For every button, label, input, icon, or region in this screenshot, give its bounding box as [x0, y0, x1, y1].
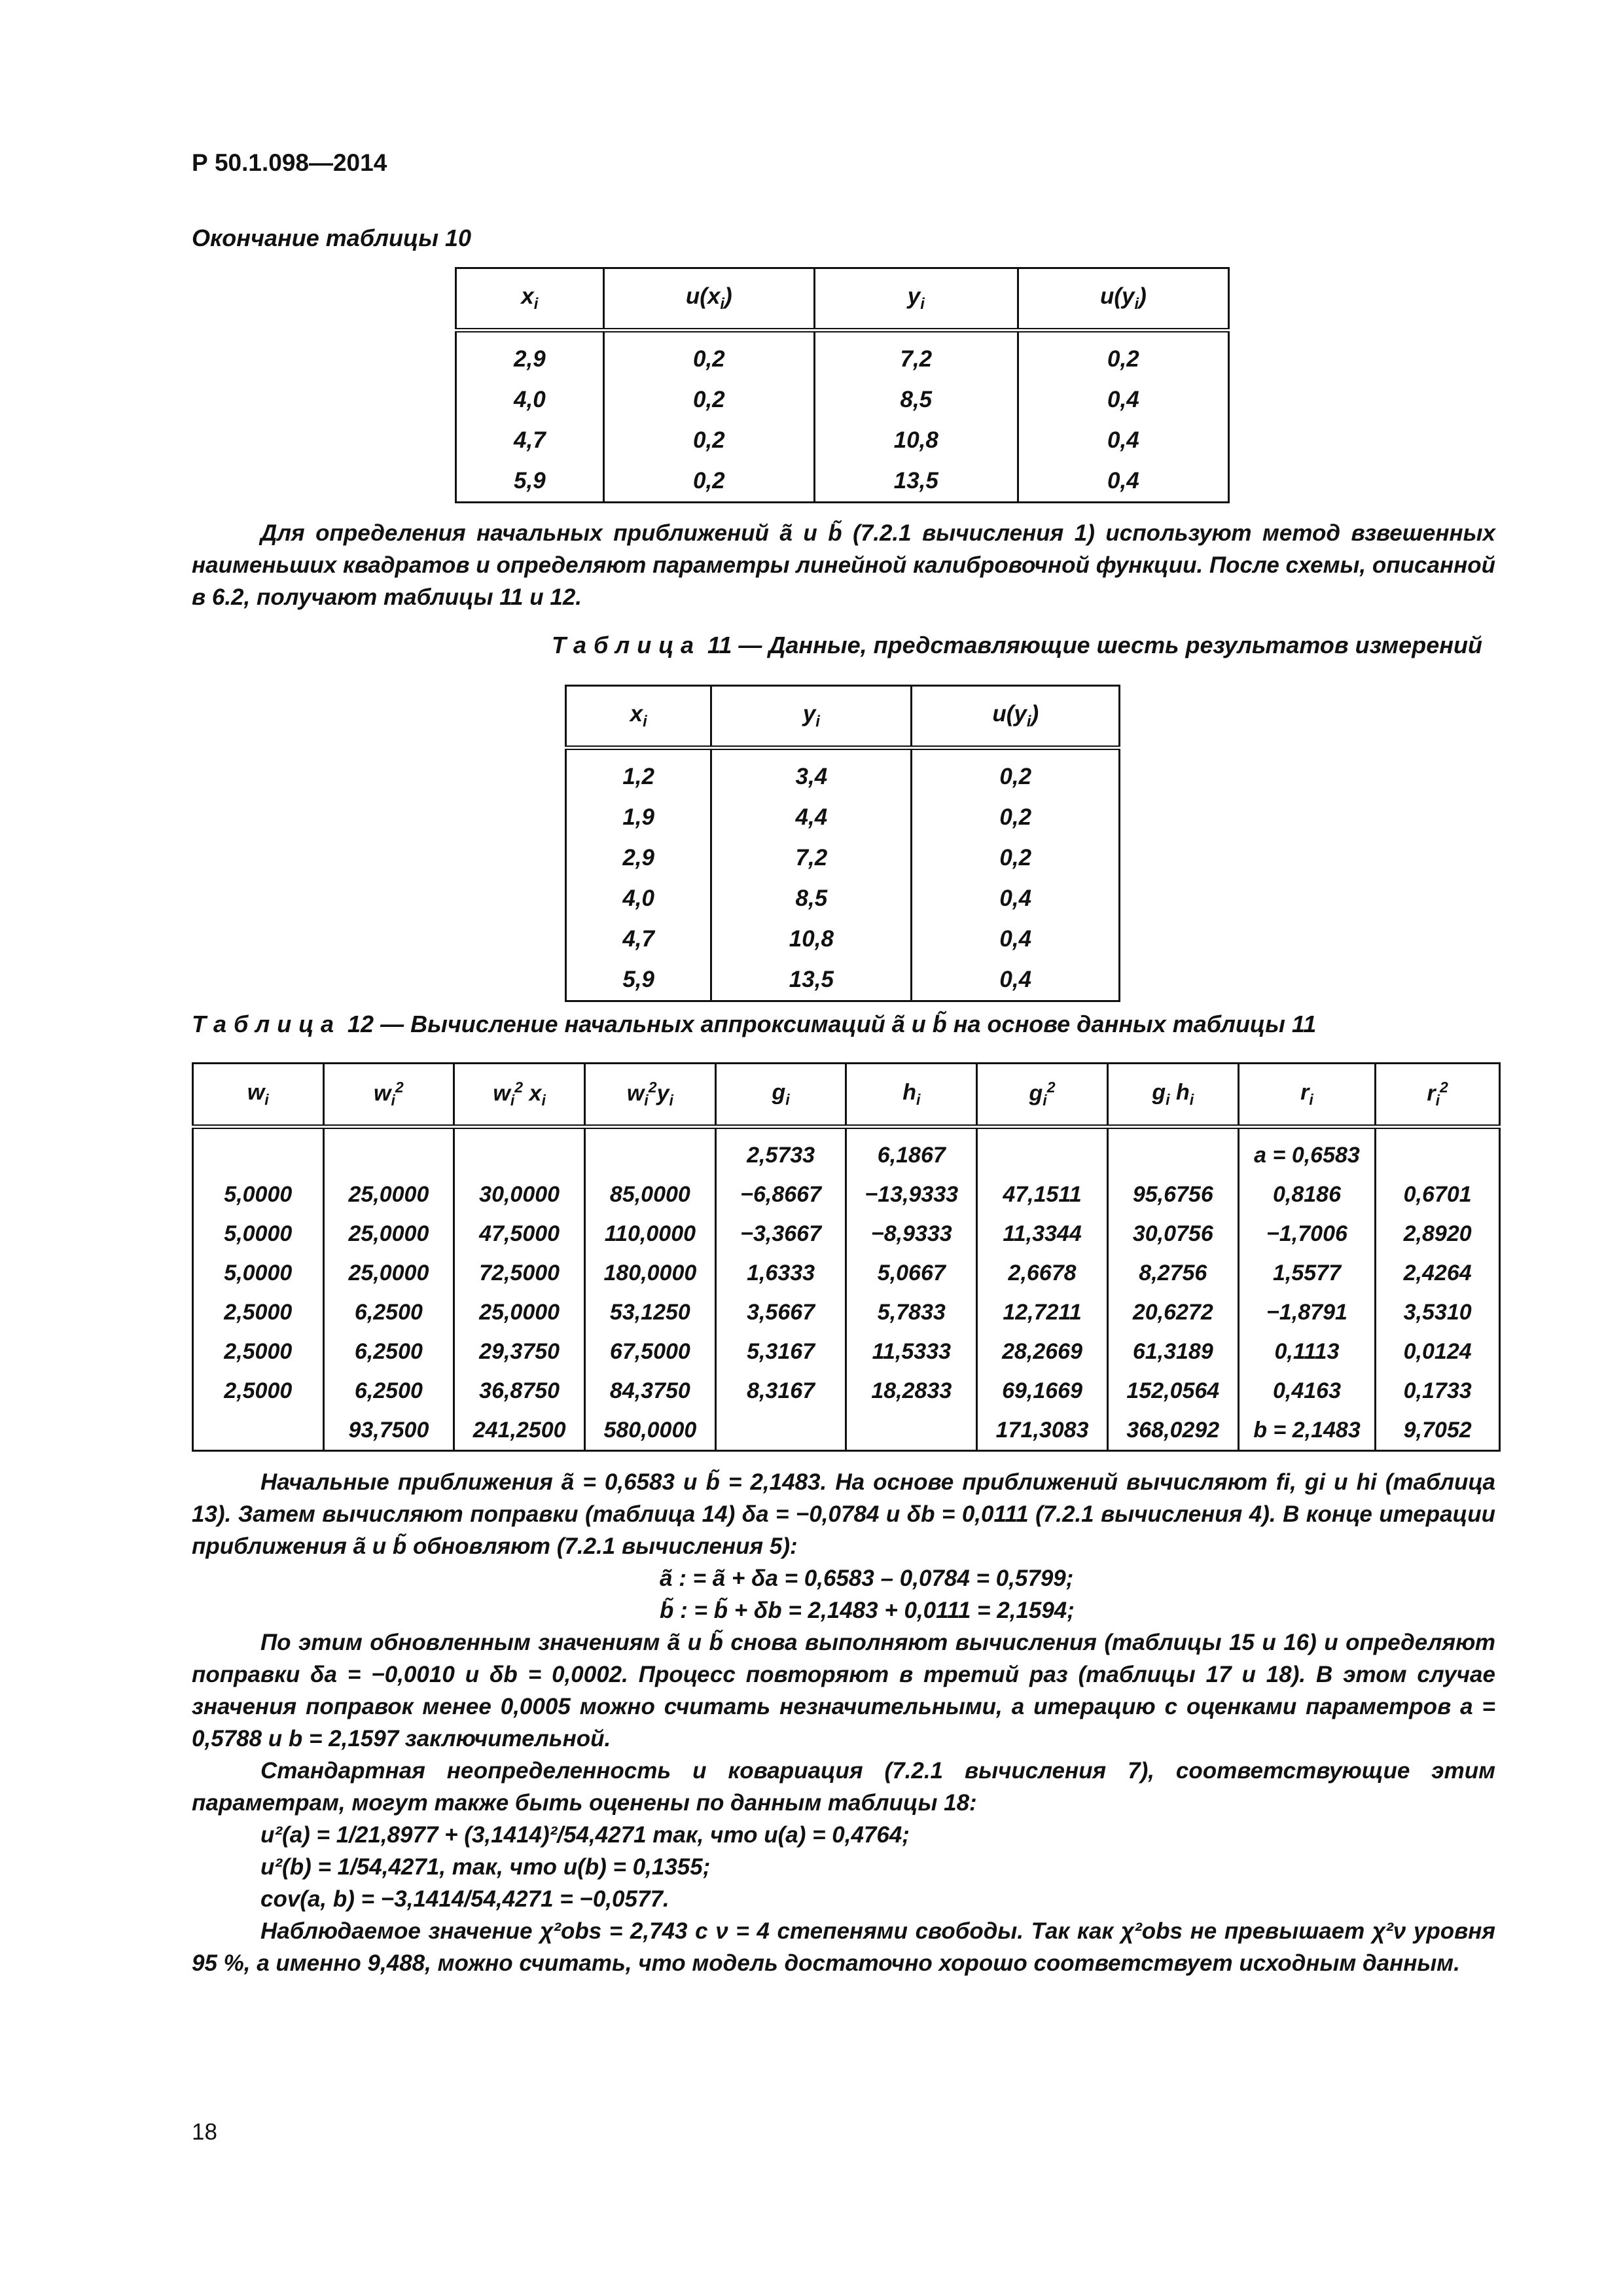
- table-cell: 6,2500: [323, 1293, 454, 1332]
- table-cell: [193, 1410, 324, 1451]
- table-cell: 8,3167: [715, 1371, 846, 1410]
- table-cell: 1,5577: [1238, 1253, 1376, 1293]
- table-cell: [1376, 1127, 1500, 1175]
- table-cell: 5,7833: [846, 1293, 977, 1332]
- col-y: $y_i$: [711, 686, 912, 748]
- table-cell: 0,1733: [1376, 1371, 1500, 1410]
- table-cell: 2,5733: [715, 1127, 846, 1175]
- table-cell: 0,2: [1018, 331, 1228, 380]
- table-12: [192, 1062, 1501, 1452]
- table-cell: 0,2: [603, 420, 814, 461]
- table-cell: 10,8: [814, 420, 1018, 461]
- table-cell: 25,0000: [323, 1175, 454, 1214]
- table-row: [193, 1127, 1500, 1175]
- table-cell: 3,4: [711, 748, 912, 798]
- table-row: [566, 878, 1120, 919]
- table-cell: 8,5: [814, 380, 1018, 420]
- table-row: [456, 380, 1229, 420]
- table-cell: 95,6756: [1107, 1175, 1238, 1214]
- table-cell: 5,9: [566, 960, 711, 1001]
- table-row: [193, 1293, 1500, 1332]
- table-cell: 171,3083: [977, 1410, 1108, 1451]
- col-r2: $r_i^2$: [1376, 1064, 1500, 1127]
- table-cell: [454, 1127, 585, 1175]
- paragraph-initial-approximations: Для определения начальных приближений ã и b̃ (7.2.1 вычисления 1) используют метод взвешенных наименьших квадратов и определяют параметры линейной калибровочной функции. После схемы, описанной в 6.2, получают таблицы 11 и 12.: [192, 520, 1495, 610]
- table12-header-row: [193, 1064, 1500, 1127]
- table-row: [456, 331, 1229, 380]
- table-cell: 4,4: [711, 797, 912, 838]
- paragraph-updated-values: По этим обновленным значениям ã и b̃ снова выполняют вычисления (таблицы 15 и 16) и определяют поправки δa = −0,0010 и δb = 0,0002. Процесс повторяют в третий раз (таблицы 17 и 18). В этом случае значения поправок менее 0,0005 можно считать незначительными, а итерацию с оценками параметров a = 0,5788 и b = 2,1597 заключительной.: [192, 1630, 1495, 1751]
- formula-ub: u²(b) = 1/54,4271, так, что u(b) = 0,1355;: [260, 1854, 711, 1880]
- table-row: [193, 1253, 1500, 1293]
- equation-b-update: b̃ : = b̃ + δb = 2,1483 + 0,0111 = 2,1594;: [660, 1598, 1075, 1623]
- table-cell: 30,0756: [1107, 1214, 1238, 1253]
- table-cell: 53,1250: [585, 1293, 716, 1332]
- table-cell: [585, 1127, 716, 1175]
- table-cell: 2,9: [566, 838, 711, 878]
- table10-caption: Окончание таблицы 10: [192, 224, 472, 251]
- table-cell: [977, 1127, 1108, 1175]
- table-cell: 1,9: [566, 797, 711, 838]
- col-uy: $u(y_i)$: [912, 686, 1120, 748]
- table-row: [193, 1410, 1500, 1451]
- table-cell: 11,5333: [846, 1332, 977, 1371]
- table12-caption-text: 12 — Вычисление начальных аппроксимаций ã и b̃ на основе данных таблицы 11: [348, 1011, 1317, 1037]
- table-cell: 25,0000: [323, 1253, 454, 1293]
- table-cell: 0,2: [603, 380, 814, 420]
- col-g: $g_i$: [715, 1064, 846, 1127]
- table-cell: 5,0000: [193, 1214, 324, 1253]
- table-cell: 0,6701: [1376, 1175, 1500, 1214]
- table-cell: 0,2: [912, 748, 1120, 798]
- col-uy: $u(y_i)$: [1018, 268, 1228, 331]
- table-cell: 3,5667: [715, 1293, 846, 1332]
- table-cell: 4,0: [566, 878, 711, 919]
- table-cell: 69,1669: [977, 1371, 1108, 1410]
- col-ux: $u(x_i)$: [603, 268, 814, 331]
- equation-a-update: ã : = ã + δa = 0,6583 – 0,0784 = 0,5799;: [660, 1566, 1074, 1591]
- table-10: [455, 267, 1230, 503]
- table11-caption-text: 11 — Данные, представляющие шесть результатов измерений: [707, 632, 1482, 658]
- table-row: [566, 748, 1120, 798]
- table-cell: 0,8186: [1238, 1175, 1376, 1214]
- table-cell: 25,0000: [323, 1214, 454, 1253]
- table-row: [566, 838, 1120, 878]
- table-cell: 11,3344: [977, 1214, 1108, 1253]
- table11-header-row: [566, 686, 1120, 748]
- table-cell: 5,3167: [715, 1332, 846, 1371]
- table-cell: 8,5: [711, 878, 912, 919]
- table-cell: [323, 1127, 454, 1175]
- col-w: $w_i$: [193, 1064, 324, 1127]
- table-row: [193, 1332, 1500, 1371]
- table-cell: 67,5000: [585, 1332, 716, 1371]
- table12-body: [193, 1127, 1500, 1451]
- table-row: [193, 1175, 1500, 1214]
- table-cell: 180,0000: [585, 1253, 716, 1293]
- table-cell: b = 2,1483: [1238, 1410, 1376, 1451]
- table-cell: 3,5310: [1376, 1293, 1500, 1332]
- table-row: [456, 461, 1229, 503]
- table-cell: 4,7: [566, 919, 711, 960]
- table-cell: 0,2: [603, 461, 814, 503]
- table-cell: 7,2: [711, 838, 912, 878]
- table-cell: 0,2: [603, 331, 814, 380]
- table-cell: 2,9: [456, 331, 604, 380]
- table-row: [456, 420, 1229, 461]
- table-cell: 368,0292: [1107, 1410, 1238, 1451]
- table-cell: 0,4: [1018, 380, 1228, 420]
- table-cell: −8,9333: [846, 1214, 977, 1253]
- table-cell: −1,8791: [1238, 1293, 1376, 1332]
- table-cell: 10,8: [711, 919, 912, 960]
- table-cell: 241,2500: [454, 1410, 585, 1451]
- table-row: [193, 1214, 1500, 1253]
- table11-caption: [552, 632, 1482, 659]
- table-cell: 72,5000: [454, 1253, 585, 1293]
- table-cell: 6,1867: [846, 1127, 977, 1175]
- table-cell: 0,1113: [1238, 1332, 1376, 1371]
- table-cell: 47,1511: [977, 1175, 1108, 1214]
- table-cell: [1107, 1127, 1238, 1175]
- formula-cov: cov(a, b) = −3,1414/54,4271 = −0,0577.: [260, 1886, 669, 1912]
- table-cell: 2,4264: [1376, 1253, 1500, 1293]
- paragraph-initial-values: Начальные приближения ã = 0,6583 и b̃ = 2,1483. На основе приближений вычисляют fi, gi и hi (таблица 13). Затем вычисляют поправки (таблица 14) δa = −0,0784 и δb = 0,0111 (7.2.1 вычисления 4). В конце итерации приближения ã и b̃ обновляют (7.2.1 вычисления 5):: [192, 1469, 1495, 1559]
- paragraph-uncertainty: Стандартная неопределенность и ковариация (7.2.1 вычисления 7), соответствующие этим параметрам, могут также быть оценены по данным таблицы 18:: [192, 1758, 1495, 1816]
- table-cell: 0,2: [912, 838, 1120, 878]
- table-cell: 8,2756: [1107, 1253, 1238, 1293]
- table-cell: 5,0000: [193, 1175, 324, 1214]
- table-cell: 5,9: [456, 461, 604, 503]
- table-cell: 7,2: [814, 331, 1018, 380]
- table-cell: [846, 1410, 977, 1451]
- table-cell: 0,4163: [1238, 1371, 1376, 1410]
- table-cell: 9,7052: [1376, 1410, 1500, 1451]
- table-cell: 12,7211: [977, 1293, 1108, 1332]
- table-cell: 152,0564: [1107, 1371, 1238, 1410]
- table-cell: 93,7500: [323, 1410, 454, 1451]
- table-cell: 110,0000: [585, 1214, 716, 1253]
- col-h: $h_i$: [846, 1064, 977, 1127]
- col-w2x: $w_i^2$ $x_i$: [454, 1064, 585, 1127]
- table12-caption-label: Таблица: [192, 1011, 342, 1037]
- table-cell: 2,5000: [193, 1293, 324, 1332]
- table-cell: 5,0667: [846, 1253, 977, 1293]
- table-row: [566, 960, 1120, 1001]
- table11-body: [566, 748, 1120, 1001]
- table-cell: 84,3750: [585, 1371, 716, 1410]
- table-cell: 0,4: [912, 919, 1120, 960]
- table-cell: 85,0000: [585, 1175, 716, 1214]
- col-x: $x_i$: [566, 686, 711, 748]
- table-cell: 0,4: [912, 960, 1120, 1001]
- table-cell: 1,6333: [715, 1253, 846, 1293]
- table-cell: 6,2500: [323, 1332, 454, 1371]
- table-cell: 30,0000: [454, 1175, 585, 1214]
- table-row: [566, 919, 1120, 960]
- table-cell: 0,4: [912, 878, 1120, 919]
- col-g2: $g_i^2$: [977, 1064, 1108, 1127]
- table-cell: 4,7: [456, 420, 604, 461]
- table-cell: 61,3189: [1107, 1332, 1238, 1371]
- col-r: $r_i$: [1238, 1064, 1376, 1127]
- table-11: [565, 685, 1120, 1002]
- table-cell: 4,0: [456, 380, 604, 420]
- table-cell: 2,8920: [1376, 1214, 1500, 1253]
- table-cell: 0,2: [912, 797, 1120, 838]
- table-cell: 36,8750: [454, 1371, 585, 1410]
- table-cell: 2,5000: [193, 1371, 324, 1410]
- col-gh: $g_i$ $h_i$: [1107, 1064, 1238, 1127]
- table-row: [193, 1371, 1500, 1410]
- table-cell: 13,5: [814, 461, 1018, 503]
- table-cell: 29,3750: [454, 1332, 585, 1371]
- col-w2y: $w_i^2y_i$: [585, 1064, 716, 1127]
- table10-body: [456, 331, 1229, 503]
- formula-ua: u²(a) = 1/21,8977 + (3,1414)²/54,4271 так, что u(a) = 0,4764;: [260, 1822, 910, 1848]
- table-cell: 2,5000: [193, 1332, 324, 1371]
- document-code: Р 50.1.098—2014: [192, 149, 387, 176]
- table-cell: −6,8667: [715, 1175, 846, 1214]
- col-x: $x_i$: [456, 268, 604, 331]
- table-cell: 18,2833: [846, 1371, 977, 1410]
- table-cell: 20,6272: [1107, 1293, 1238, 1332]
- table-cell: 13,5: [711, 960, 912, 1001]
- table-cell: a = 0,6583: [1238, 1127, 1376, 1175]
- table-cell: 2,6678: [977, 1253, 1108, 1293]
- table-cell: 5,0000: [193, 1253, 324, 1293]
- table-cell: [193, 1127, 324, 1175]
- table12-caption: [192, 1011, 1316, 1038]
- table-cell: 0,4: [1018, 420, 1228, 461]
- table-row: [566, 797, 1120, 838]
- table-cell: 580,0000: [585, 1410, 716, 1451]
- table11-caption-label: Таблица: [552, 632, 702, 658]
- col-y: $y_i$: [814, 268, 1018, 331]
- table-cell: −13,9333: [846, 1175, 977, 1214]
- table-cell: 6,2500: [323, 1371, 454, 1410]
- table-cell: [715, 1410, 846, 1451]
- col-w2: $w_i^2$: [323, 1064, 454, 1127]
- table-cell: −1,7006: [1238, 1214, 1376, 1253]
- table-cell: 25,0000: [454, 1293, 585, 1332]
- table-cell: 1,2: [566, 748, 711, 798]
- table-cell: 0,4: [1018, 461, 1228, 503]
- table-cell: 0,0124: [1376, 1332, 1500, 1371]
- table-cell: −3,3667: [715, 1214, 846, 1253]
- table-cell: 28,2669: [977, 1332, 1108, 1371]
- table-cell: 47,5000: [454, 1214, 585, 1253]
- page-number: 18: [192, 2119, 217, 2145]
- paragraph-chi-square: Наблюдаемое значение χ²obs = 2,743 с ν = 4 степенями свободы. Так как χ²obs не превышает χ²ν уровня 95 %, а именно 9,488, можно считать, что модель достаточно хорошо соответствует исходным данным.: [192, 1918, 1495, 1976]
- table10-header-row: [456, 268, 1229, 331]
